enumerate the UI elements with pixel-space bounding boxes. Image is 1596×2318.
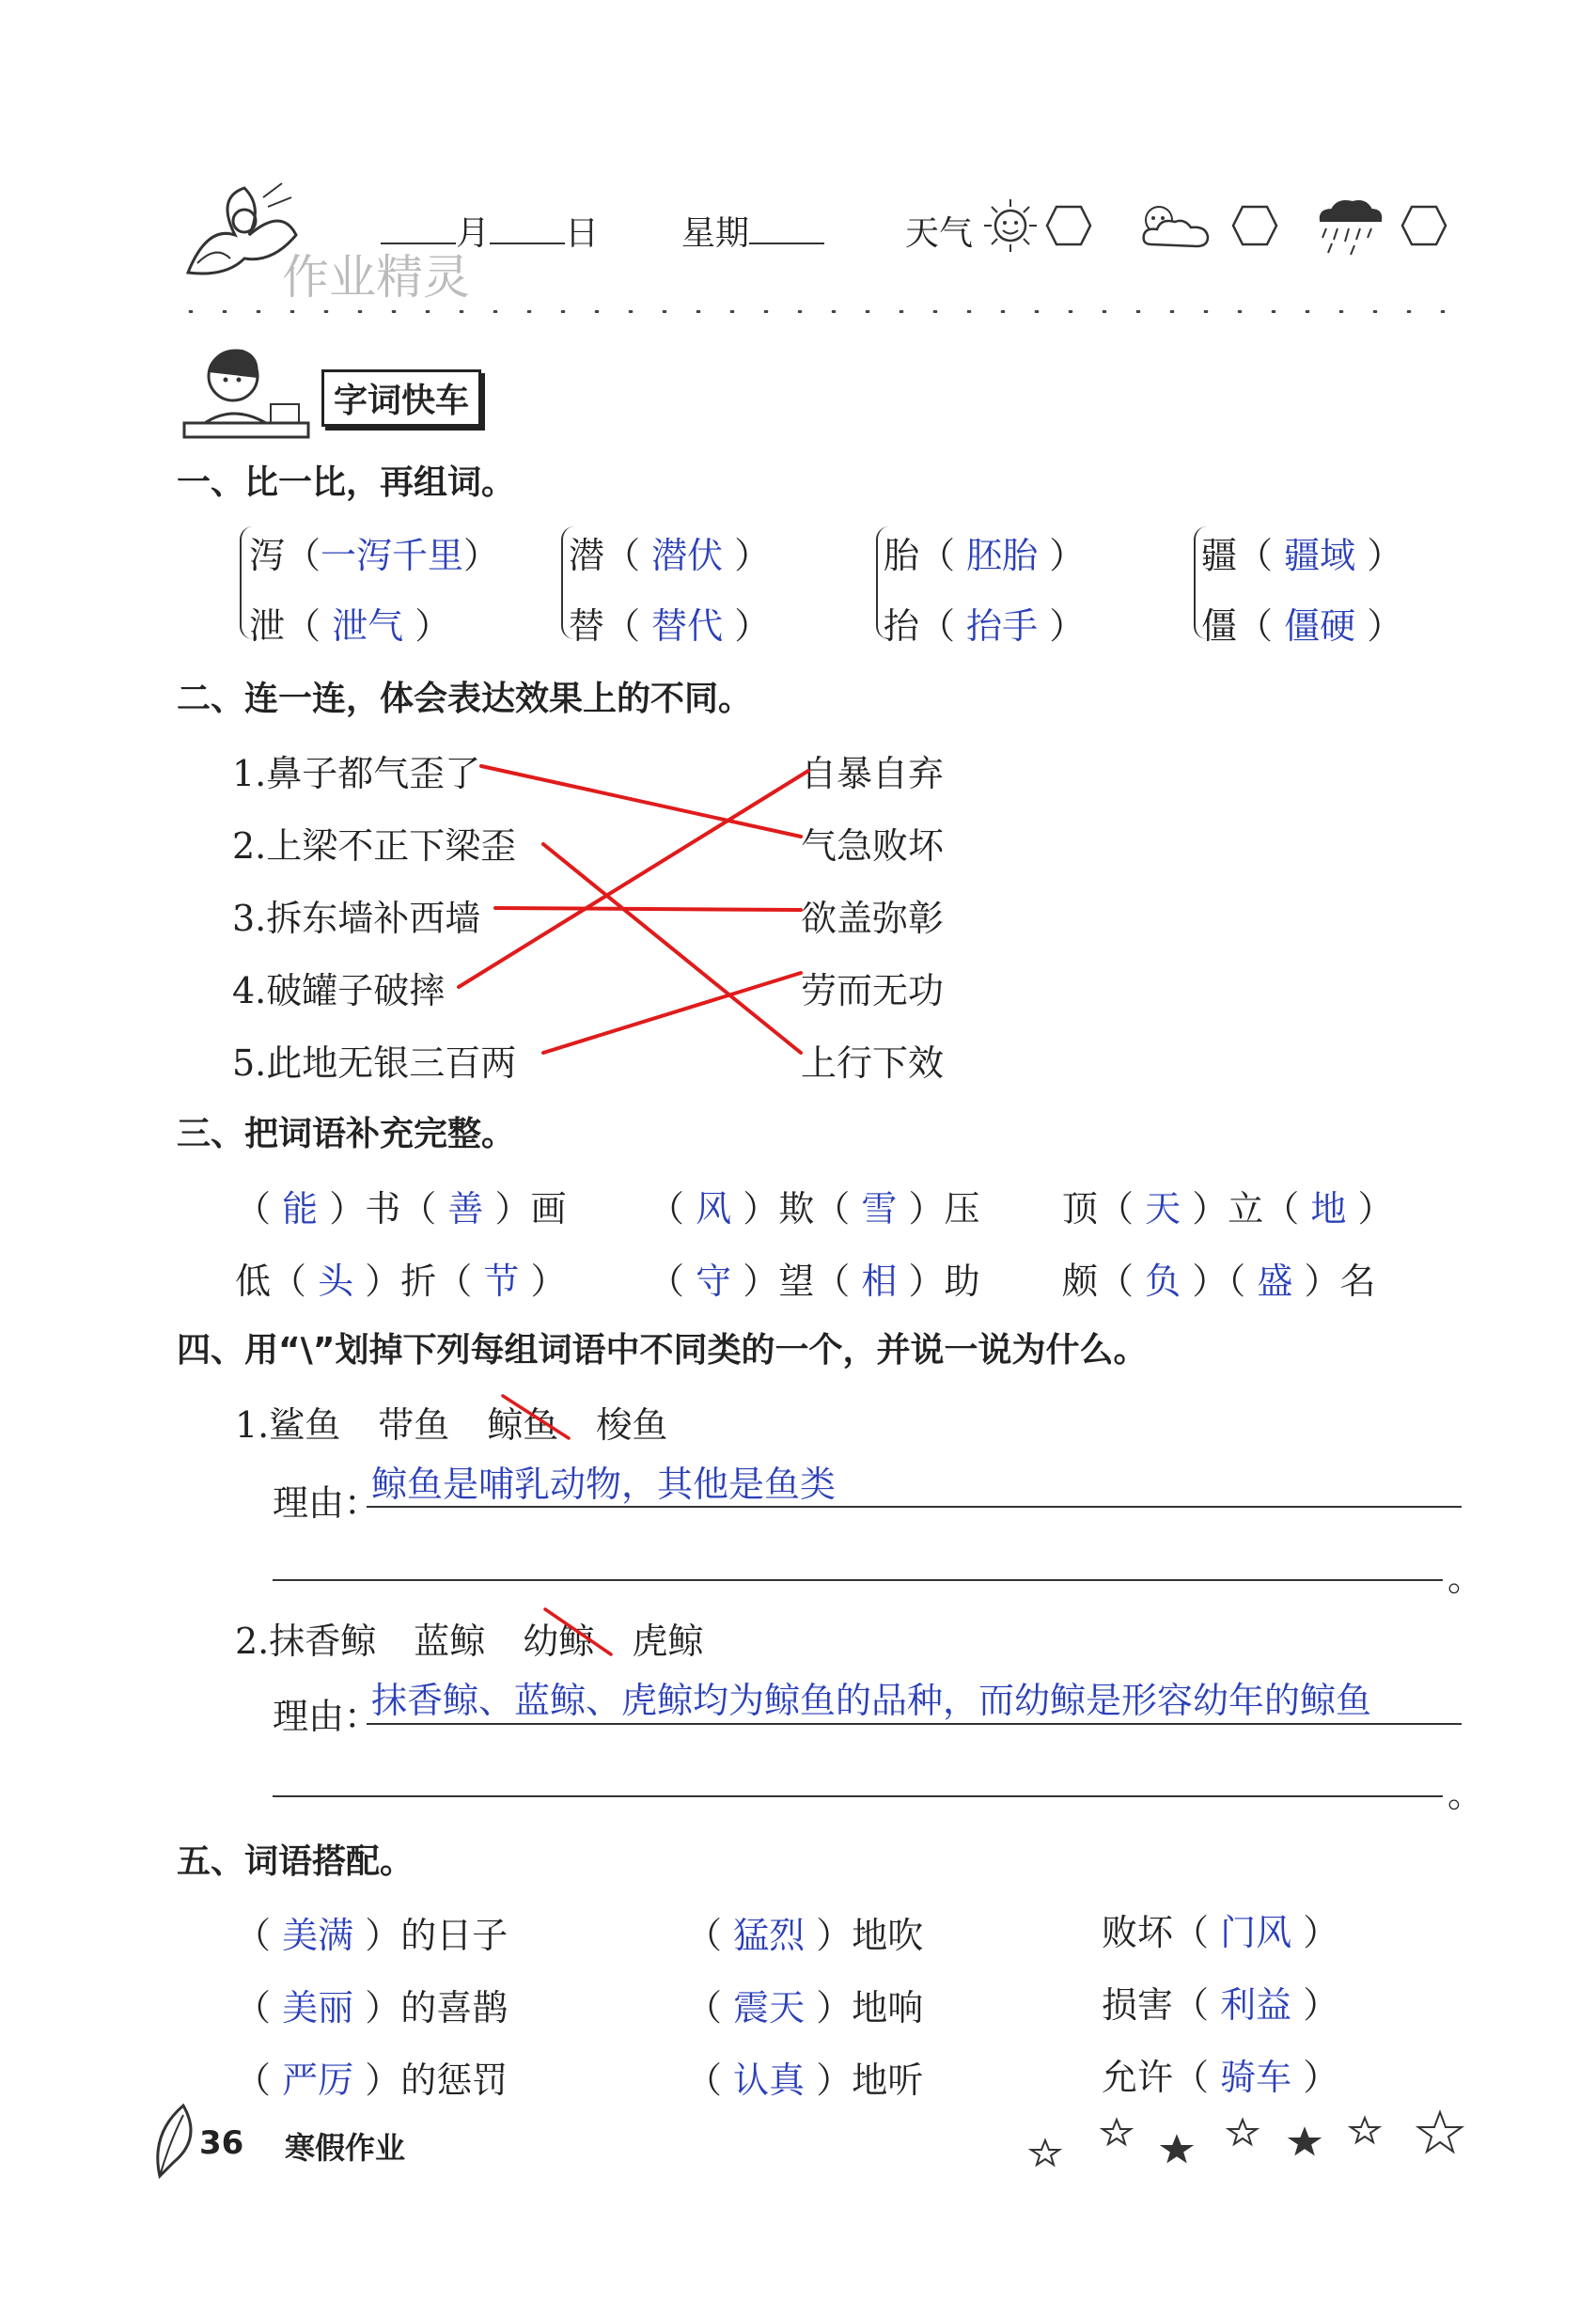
q5-item: （ 认真 ）地听 <box>686 2060 924 2101</box>
q2-right-item: 自暴自弃 <box>801 753 945 794</box>
q2-right-item: 劳而无功 <box>801 970 945 1011</box>
reason-answer-2: 抹香鲸、蓝鲸、虎鲸均为鲸鱼的品种，而幼鲸是形容幼年的鲸鱼 <box>371 1680 1372 1721</box>
q2-right-item: 气急败坏 <box>801 825 945 867</box>
q1-answer: 一泻千里 <box>321 535 464 576</box>
q5-item: 损害（ 利益 ） <box>1102 1984 1339 2026</box>
q5-item: （ 严厉 ）的惩罚 <box>235 2060 509 2101</box>
q1-answer: 胚胎 <box>966 535 1039 576</box>
q1-answer: 疆域 <box>1284 535 1356 576</box>
q3-item: （ 守 ）望（ 相 ）助 <box>649 1261 980 1302</box>
weekday-label: 星期 <box>681 214 750 253</box>
reason-answer-1: 鲸鱼是哺乳动物，其他是鱼类 <box>371 1464 837 1505</box>
strike-mark <box>545 1609 611 1654</box>
q2-title: 二、连一连，体会表达效果上的不同。 <box>177 680 753 718</box>
star-icon <box>1031 2140 1059 2165</box>
star-icon <box>1418 2112 1462 2152</box>
q2-left-item: 3.拆东墙补西墙 <box>232 898 481 939</box>
q2-left-item: 5.此地无银三百两 <box>232 1042 517 1084</box>
month-label: 月 <box>456 214 491 253</box>
book-title: 寒假作业 <box>285 2130 406 2166</box>
q5-item: 败坏（ 门风 ） <box>1102 1912 1339 1953</box>
q2-left-item: 4.破罐子破摔 <box>232 970 446 1011</box>
q5-item: （ 震天 ）地响 <box>686 1987 924 2028</box>
q3-item: 顶（ 天 ）立（ 地 ） <box>1062 1188 1394 1229</box>
q1-answer: 泄气 <box>332 605 404 647</box>
q1-answer: 僵硬 <box>1284 605 1356 647</box>
q3-title: 三、把词语补充完整。 <box>177 1115 516 1153</box>
star-icon <box>1103 2120 1131 2144</box>
q5-item: 允许（ 骑车 ） <box>1102 2057 1339 2098</box>
q2-right-item: 欲盖弥彰 <box>801 898 945 939</box>
weather-label: 天气 <box>905 214 974 253</box>
star-icon <box>1291 2129 1319 2154</box>
q3-item: 颇（ 负 ）（ 盛 ）名 <box>1062 1261 1376 1302</box>
q2-right-item: 上行下效 <box>801 1042 945 1084</box>
section-title: 字词快车 <box>334 382 470 420</box>
q4-group-2: 2.抹香鲸 蓝鲸 幼鲸 虎鲸 <box>235 1621 704 1662</box>
watermark: 作业精灵 <box>282 250 470 305</box>
q5-item: （ 美丽 ）的喜鹊 <box>235 1987 509 2028</box>
q2-left-item: 2.上梁不正下梁歪 <box>232 825 517 867</box>
star-icon <box>1351 2118 1379 2142</box>
page-number: 36 <box>199 2124 244 2162</box>
strike-mark <box>503 1396 569 1438</box>
star-rating <box>1025 2101 1476 2176</box>
star-icon <box>1228 2120 1257 2144</box>
q1-title: 一、比一比，再组词。 <box>177 463 516 502</box>
day-label: 日 <box>565 214 600 253</box>
reason-label: 理由： <box>273 1482 381 1524</box>
q5-title: 五、词语搭配。 <box>177 1842 415 1881</box>
q1-answer: 抬手 <box>966 605 1039 647</box>
reason-label: 理由： <box>273 1696 381 1737</box>
q5-item: （ 美满 ）的日子 <box>235 1915 509 1956</box>
q3-item: 低（ 头 ）折（ 节 ） <box>235 1261 567 1302</box>
q5-item: （ 猛烈 ）地吹 <box>686 1915 924 1956</box>
star-icon <box>1163 2137 1191 2161</box>
q4-title: 四、用“\”划掉下列每组词语中不同类的一个，并说一说为什么。 <box>177 1331 1148 1370</box>
q3-item: （ 风 ）欺（ 雪 ）压 <box>649 1188 980 1229</box>
q2-left-item: 1.鼻子都气歪了 <box>232 753 481 794</box>
q1-answer: 替代 <box>651 605 724 647</box>
q4-group-1: 1.鲨鱼 带鱼 鲸鱼 梭鱼 <box>235 1404 668 1446</box>
q1-answer: 潜伏 <box>651 535 724 576</box>
q3-item: （ 能 ）书（ 善 ）画 <box>235 1188 567 1229</box>
